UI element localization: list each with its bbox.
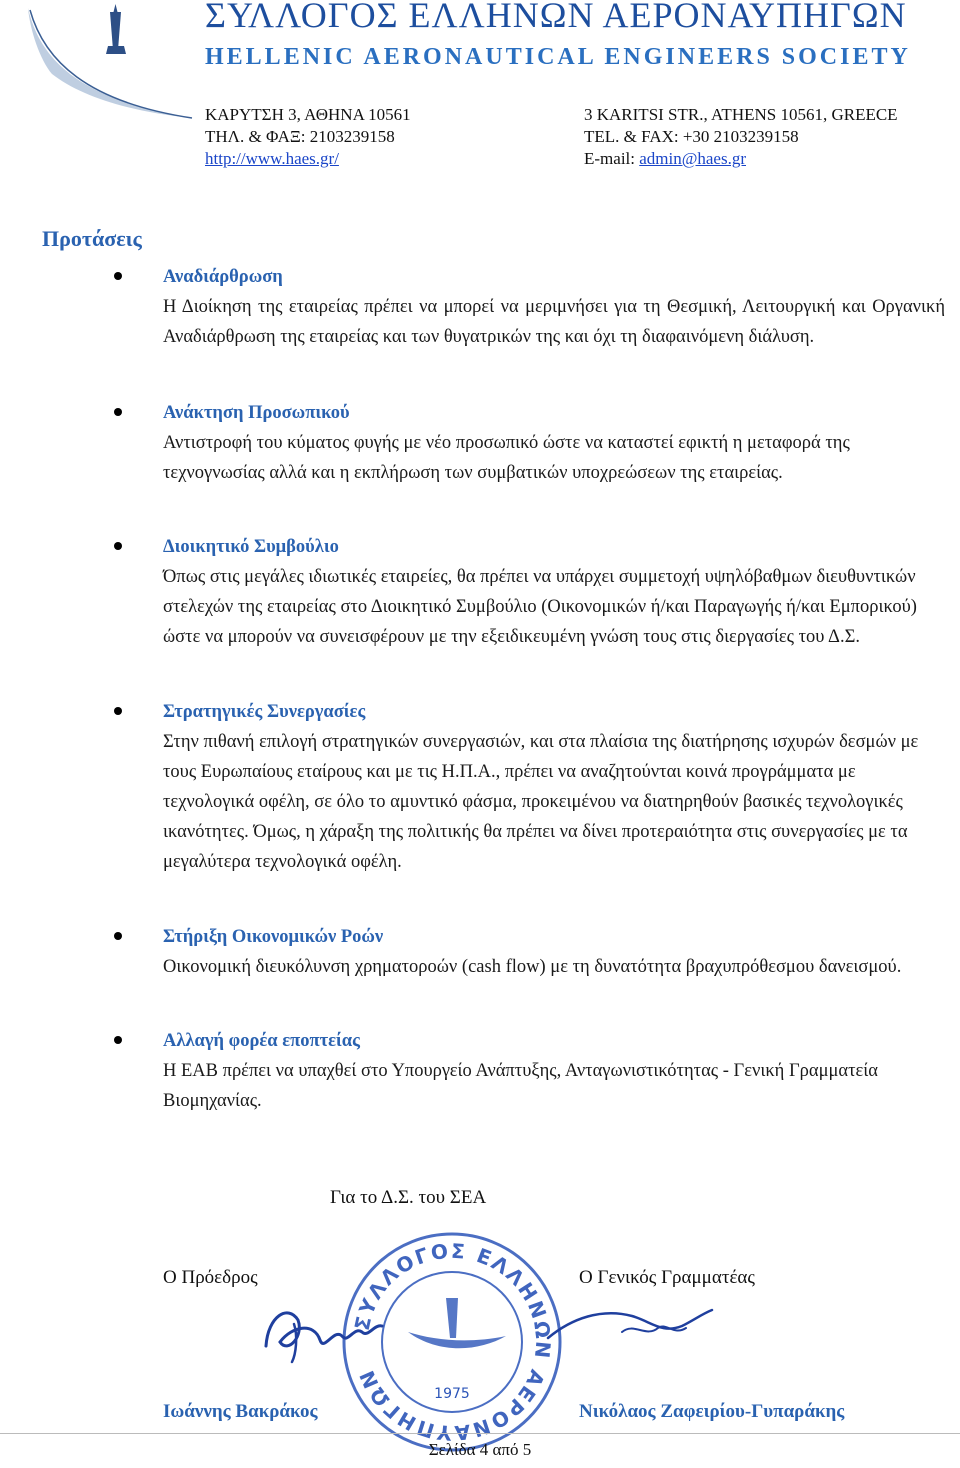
list-item xyxy=(163,532,945,652)
stamp-text: ΣΥΛΛΟΓΟΣ ΕΛΛΗΝΩΝ ΑΕΡΟΝΑΥΠΗΓΩΝ xyxy=(349,1238,556,1446)
item-text: Η Διοίκηση της εταιρείας πρέπει να μπορεί να μεριμνήσει για τη Θεσμική, Λειτουργική και Οργανική Αναδιάρθρωση της εταιρείας και των θυγατρικών της και όχι τη διαφαινόμενη διάλυση. xyxy=(163,297,945,347)
item-text: Όπως στις μεγάλες ιδιωτικές εταιρείες, θα πρέπει να υπάρχει συμμετοχή υψηλόβαθμων διευθυντικών στελεχών της εταιρείας στο Διοικητικό Συμβούλιο (Οικονομικών ή/και Παραγωγής ή/και Εμπορικού) ώστε να μπορούν να συνεισφέρουν με την εξειδικευμένη γνώση τους στις διεργασίες του Δ.Σ. xyxy=(163,567,917,647)
society-title-greek: ΣΥΛΛΟΓΟΣ ΕΛΛΗΝΩΝ ΑΕΡΟΝΑΥΠΗΓΩΝ xyxy=(205,0,907,35)
secretary-name: Νικόλαος Ζαφειρίου-Γυπαράκης xyxy=(579,1401,845,1422)
phone-line: TEL. & FAX: +30 2103239158 xyxy=(584,127,799,146)
item-text: Οικονομική διευκόλυνση χρηματοροών (cash flow) με τη δυνατότητα βραχυπρόθεσμου δανεισμού. xyxy=(163,957,902,977)
bullet-icon xyxy=(114,1036,122,1044)
society-logo xyxy=(0,0,200,140)
item-title: Στρατηγικές Συνεργασίες xyxy=(163,702,366,722)
secretary-signature xyxy=(542,1298,717,1356)
address-english xyxy=(584,104,898,170)
list-item xyxy=(163,697,945,877)
bullet-icon xyxy=(114,707,122,715)
bullet-icon xyxy=(114,272,122,280)
secretary-title: Ο Γενικός Γραμματέας xyxy=(579,1267,755,1288)
board-signoff: Για το Δ.Σ. του ΣΕΑ xyxy=(330,1187,487,1208)
list-item xyxy=(163,262,945,352)
society-title-english: HELLENIC AERONAUTICAL ENGINEERS SOCIETY xyxy=(205,44,911,70)
item-title: Αλλαγή φορέα εποπτείας xyxy=(163,1031,360,1051)
item-text: Αντιστροφή του κύματος φυγής με νέο προσωπικό ώστε να καταστεί εφικτή η μεταφορά της τεχνογνωσίας αλλά και η εκπλήρωση των συμβατικών υποχρεώσεων της εταιρείας. xyxy=(163,433,850,483)
president-title: Ο Πρόεδρος xyxy=(163,1267,258,1288)
list-item xyxy=(163,398,945,488)
list-item xyxy=(163,922,945,982)
item-text: Στην πιθανή επιλογή στρατηγικών συνεργασιών, και στα πλαίσια της διατήρησης ισχυρών δεσμών με τους Ευρωπαίους εταίρους και με τις Η.Π.Α., πρέπει να αναζητούνται κοινά προγράμματα με τεχνολογικά οφέλη, σε όλο το αμυντικό φάσμα, προκειμένου να διατηρηθούν βασικές τεχνολογικές ικανότητες. Όμως, η χάραξη της πολιτικής θα πρέπει να δίνει προτεραιότητα στις συνεργασίες με τα μεγαλύτερα τεχνολογικά οφέλη. xyxy=(163,732,919,872)
item-title: Ανάκτηση Προσωπικού xyxy=(163,403,350,423)
item-title: Στήριξη Οικονομικών Ροών xyxy=(163,927,384,947)
president-signature xyxy=(258,1296,386,1366)
bullet-icon xyxy=(114,542,122,550)
bullet-icon xyxy=(114,408,122,416)
email-label: E-mail: xyxy=(584,149,640,168)
address-greek xyxy=(205,104,411,170)
item-title: Διοικητικό Συμβούλιο xyxy=(163,537,339,557)
address-line: 3 KARITSI STR., ATHENS 10561, GREECE xyxy=(584,105,898,124)
item-text: Η ΕΑΒ πρέπει να υπαχθεί στο Υπουργείο Ανάπτυξης, Ανταγωνιστικότητας - Γενική Γραμματεία Βιομηχανίας. xyxy=(163,1061,878,1111)
phone-line: ΤΗΛ. & ΦΑΞ: 2103239158 xyxy=(205,127,395,146)
section-heading: Προτάσεις xyxy=(42,226,142,251)
website-link[interactable]: http://www.haes.gr/ xyxy=(205,149,339,168)
address-line: ΚΑΡΥΤΣΗ 3, ΑΘΗΝΑ 10561 xyxy=(205,105,411,124)
stamp-year: 1975 xyxy=(434,1386,470,1402)
email-link[interactable]: admin@haes.gr xyxy=(639,149,746,168)
bullet-icon xyxy=(114,932,122,940)
list-item xyxy=(163,1026,945,1116)
page-number: Σελίδα 4 από 5 xyxy=(428,1440,532,1459)
president-name: Ιωάννης Βακράκος xyxy=(163,1401,318,1422)
item-title: Αναδιάρθρωση xyxy=(163,267,283,287)
footer-divider xyxy=(0,1433,960,1434)
